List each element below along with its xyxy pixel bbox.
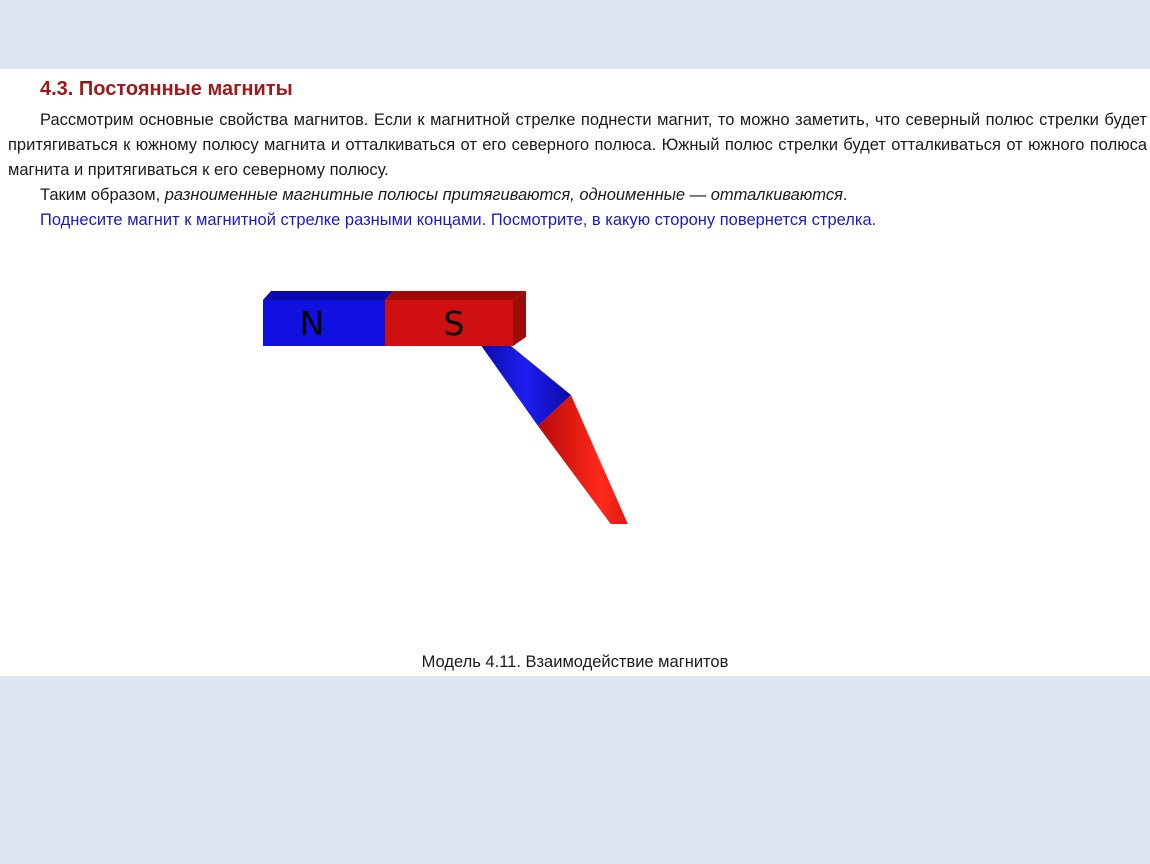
conclusion-suffix: .	[842, 186, 848, 204]
conclusion-prefix: Таким образом,	[40, 186, 165, 204]
paragraph-properties: Рассмотрим основные свойства магнитов. Если к магнитной стрелке поднести магнит, то можно заметить, что северный полюс стрелки будет притягиваться к южному полюсу магнита и отталкиваться от его северного полюса. Южный полюс стрелки будет отталкиваться от южного полюса магнита и притягиваться к его северному полюсу.	[8, 111, 1147, 179]
slide	[0, 69, 1150, 676]
bar-magnet[interactable]	[263, 291, 526, 346]
compass-needle[interactable]	[480, 337, 653, 524]
needle-south-end	[538, 395, 653, 524]
conclusion-rule: разноименные магнитные полюсы притягиваются, одноименные — отталкиваются	[164, 186, 843, 204]
magnet-south-top	[385, 291, 526, 300]
magnet-south-label: S	[443, 304, 465, 343]
magnet-north-top	[263, 291, 393, 300]
figure-caption: Модель 4.11. Взаимодействие магнитов	[421, 653, 729, 671]
paragraph-instruction: Поднесите магнит к магнитной стрелке разными концами. Посмотрите, в какую сторону повернется стрелка.	[40, 211, 877, 229]
magnet-model	[255, 284, 675, 524]
magnet-south-side	[513, 291, 526, 346]
magnet-north-label: N	[299, 304, 325, 343]
paragraph-conclusion	[8, 183, 1147, 208]
body-text	[8, 108, 1147, 233]
section-title: 4.3. Постоянные магниты	[40, 78, 293, 100]
